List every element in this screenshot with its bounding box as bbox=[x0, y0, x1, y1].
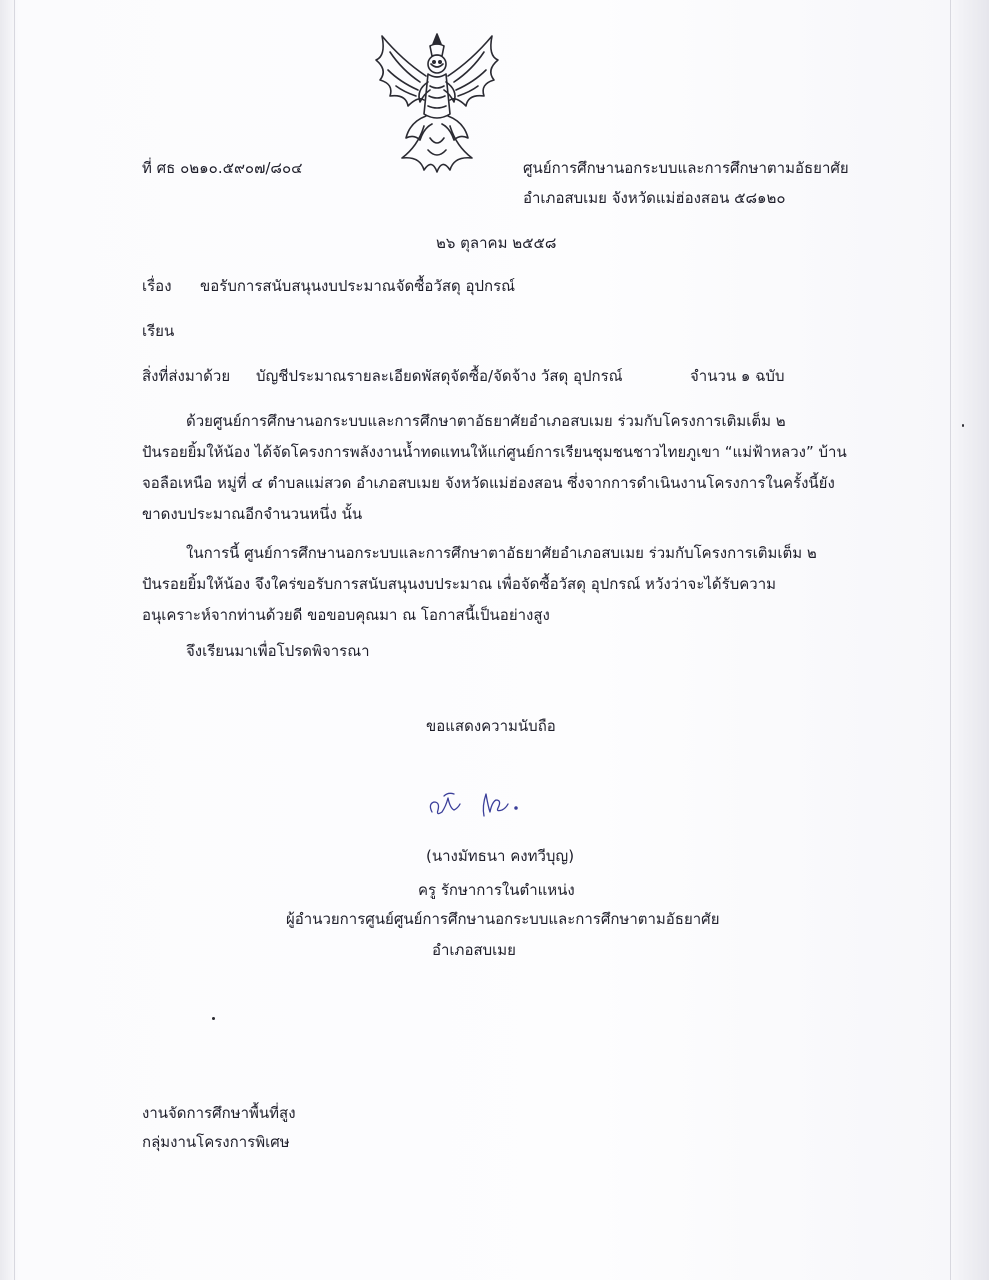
handwritten-signature bbox=[424, 786, 554, 820]
signer-position-line-2: ผู้อำนวยการศูนย์ศูนย์การศึกษานอกระบบและการศึกษาตามอัธยาศัย bbox=[286, 910, 720, 928]
footer-group: กลุ่มงานโครงการพิเศษ bbox=[142, 1133, 290, 1151]
sender-organization: ศูนย์การศึกษานอกระบบและการศึกษาตามอัธยาศัย bbox=[523, 159, 849, 177]
sender-address: อำเภอสบเมย จังหวัดแม่ฮ่องสอน ๕๘๑๒๐ bbox=[523, 189, 786, 207]
enclosure-text: บัญชีประมาณรายละเอียดพัสดุจัดซื้อ/จัดจ้าง วัสดุ อุปกรณ์ bbox=[256, 367, 623, 385]
garuda-emblem-icon bbox=[362, 30, 512, 180]
page-edge-shadow bbox=[14, 0, 15, 1280]
subject-text: ขอรับการสนับสนุนงบประมาณจัดซื้อวัสดุ อุปกรณ์ bbox=[200, 277, 516, 295]
ink-speck bbox=[962, 424, 964, 427]
paragraph-line: จอลือเหนือ หมู่ที่ ๔ ตำบลแม่สวด อำเภอสบเมย จังหวัดแม่ฮ่องสอน ซึ่งจากการดำเนินงานโครงการในครั้งนี้ยัง bbox=[142, 474, 835, 492]
subject-label: เรื่อง bbox=[142, 277, 172, 295]
body-paragraph-1 bbox=[142, 406, 854, 530]
paragraph-line: ปันรอยยิ้มให้น้อง จึงใคร่ขอรับการสนับสนุนงบประมาณ เพื่อจัดซื้อวัสดุ อุปกรณ์ หวังว่าจะได้รับความ bbox=[142, 575, 777, 593]
signer-name: (นางมัทธนา คงทวีบุญ) bbox=[426, 847, 575, 865]
enclosure-label: สิ่งที่ส่งมาด้วย bbox=[142, 367, 231, 385]
footer-department: งานจัดการศึกษาพื้นที่สูง bbox=[142, 1104, 296, 1122]
paragraph-line: ขาดงบประมาณอีกจำนวนหนึ่ง นั้น bbox=[142, 505, 363, 523]
paragraph-line: ในการนี้ ศูนย์การศึกษานอกระบบและการศึกษาตาอัธยาศัยอำเภอสบเมย ร่วมกับโครงการเติมเต็ม ๒ bbox=[186, 544, 817, 562]
paragraph-line: ด้วยศูนย์การศึกษานอกระบบและการศึกษาตาอัธยาศัยอำเภอสบเมย ร่วมกับโครงการเติมเต็ม ๒ bbox=[186, 412, 786, 430]
body-paragraph-2 bbox=[142, 538, 854, 631]
enclosure-count: จำนวน ๑ ฉบับ bbox=[690, 367, 785, 385]
page-fold-line bbox=[950, 0, 951, 1280]
letter-date: ๒๖ ตุลาคม ๒๕๕๘ bbox=[436, 234, 557, 252]
closing-request: จึงเรียนมาเพื่อโปรดพิจารณา bbox=[186, 642, 370, 660]
signer-position-line-3: อำเภอสบเมย bbox=[432, 941, 516, 959]
reference-number: ที่ ศธ ๐๒๑๐.๕๙๐๗/๘๐๔ bbox=[142, 159, 303, 177]
paragraph-line: อนุเคราะห์จากท่านด้วยดี ขอขอบคุณมา ณ โอกาสนี้เป็นอย่างสูง bbox=[142, 606, 550, 624]
salutation-label: เรียน bbox=[142, 322, 175, 340]
paragraph-line: ปันรอยยิ้มให้น้อง ได้จัดโครงการพลังงานน้ำทดแทนให้แก่ศูนย์การเรียนชุมชนชาวไทยภูเขา “แม่ฟ้าหลวง” บ้าน bbox=[142, 443, 847, 461]
signer-position-line-1: ครู รักษาการในตำแหน่ง bbox=[418, 881, 575, 899]
ink-speck bbox=[212, 1017, 215, 1020]
closing-salutation: ขอแสดงความนับถือ bbox=[426, 717, 556, 735]
